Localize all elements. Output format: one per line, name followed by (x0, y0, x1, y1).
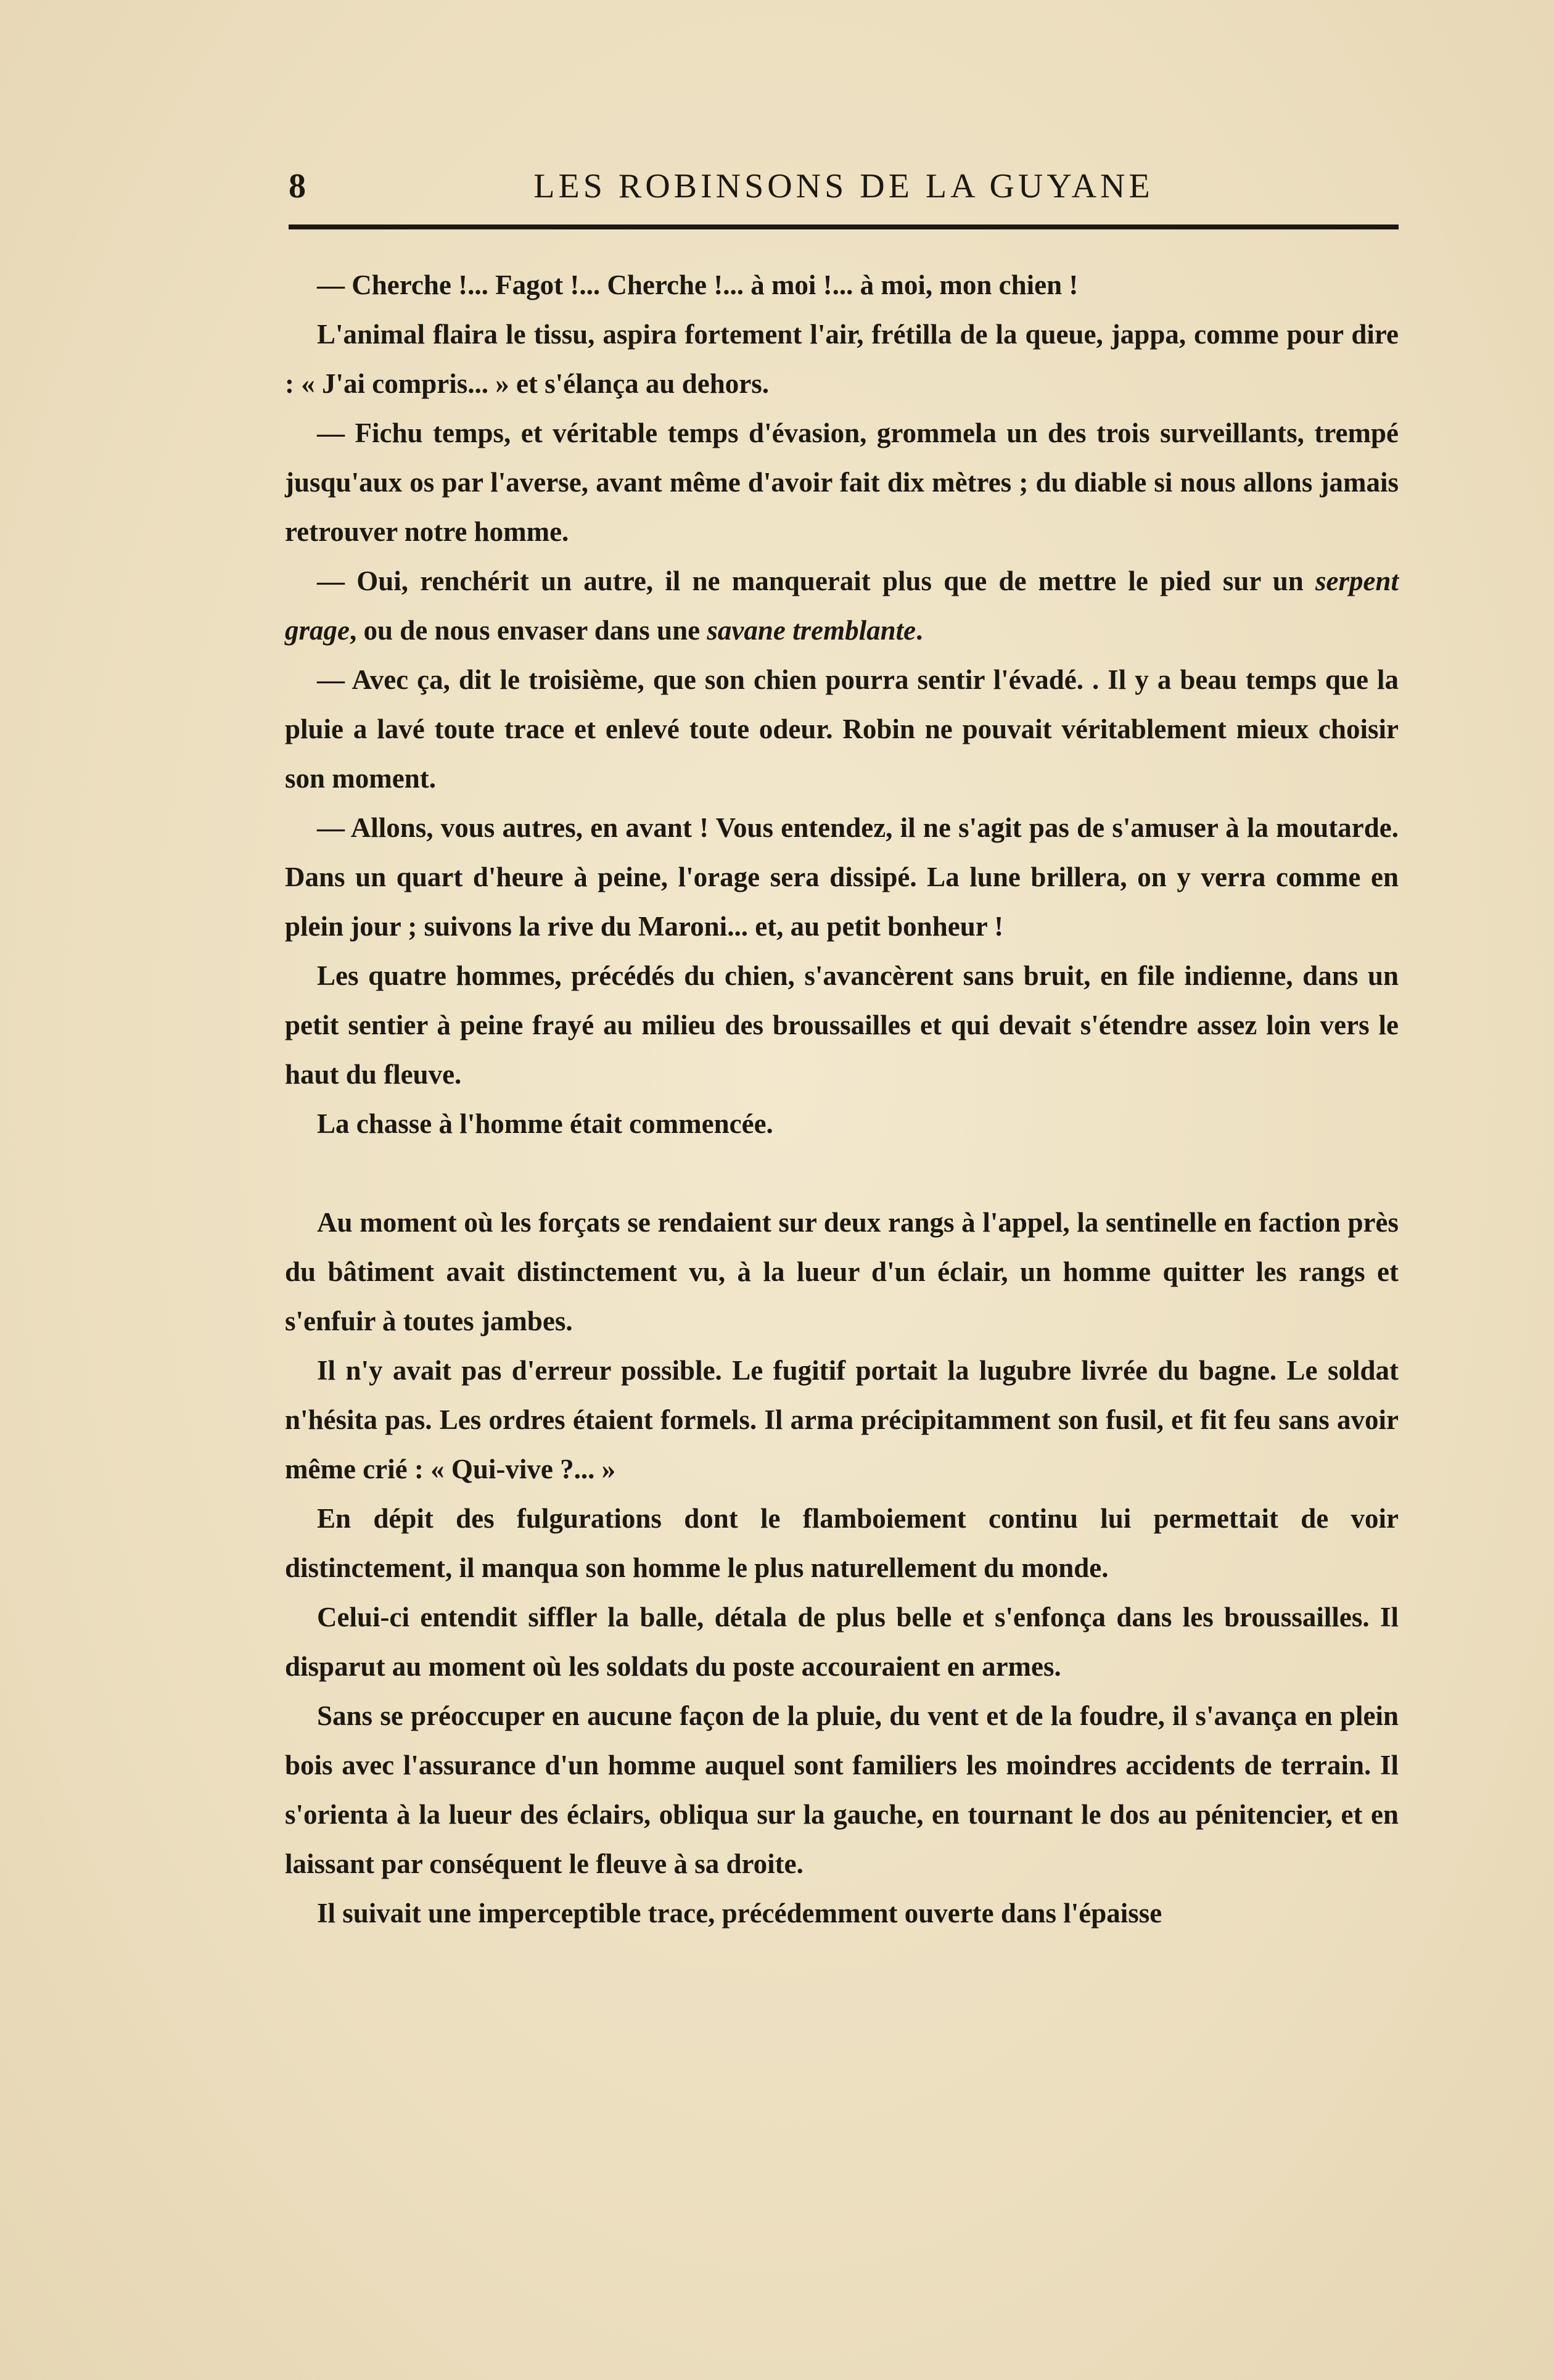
paragraph: Les quatre hommes, précédés du chien, s'avancèrent sans bruit, en file indienne, dans un petit sentier à peine frayé au milieu des broussailles et qui devait s'étendre assez loin vers le haut du fleuve. (285, 960, 1399, 1090)
paragraph: L'animal flaira le tissu, aspira fortement l'air, frétilla de la queue, jappa, comme pour dire : « J'ai compris... » et s'élança au dehors. (285, 319, 1399, 399)
paragraph: Il n'y avait pas d'erreur possible. Le fugitif portait la lugubre livrée du bagne. Le soldat n'hésita pas. Les ordres étaient formels. Il arma précipitamment son fusil, et fit feu sans avoir même crié : « Qui-vive ?... » (285, 1355, 1399, 1484)
paragraph: — Fichu temps, et véritable temps d'évasion, grommela un des trois surveillants, trempé jusqu'aux os par l'averse, avant même d'avoir fait dix mètres ; du diable si nous allons jamais retrouver notre homme. (285, 418, 1399, 547)
page-header (289, 162, 1399, 211)
header-rule (289, 224, 1399, 229)
section-break (285, 1148, 1399, 1198)
paragraph: Sans se préoccuper en aucune façon de la pluie, du vent et de la foudre, il s'avança en plein bois avec l'assurance d'un homme auquel sont familiers les moindres accidents de terrain. Il s'orienta à la lueur des éclairs, obliqua sur la gauche, en tournant le dos au pénitencier, et en laissant par conséquent le fleuve à sa droite. (285, 1700, 1399, 1879)
paragraph: Il suivait une imperceptible trace, précédemment ouverte dans l'épaisse (317, 1898, 1162, 1929)
paragraph: — Cherche !... Fagot !... Cherche !... à moi !... à moi, mon chien ! (317, 270, 1079, 300)
paragraph: — Avec ça, dit le troisième, que son chien pourra sentir l'évadé. . Il y a beau temps que la pluie a lavé toute trace et enlevé toute odeur. Robin ne pouvait véritablement mieux choisir son moment. (285, 664, 1399, 794)
running-title: LES ROBINSONS DE LA GUYANE (533, 167, 1154, 205)
italic-term: savane tremblante (707, 615, 916, 646)
text-run: . (916, 615, 923, 646)
paragraph (285, 556, 1399, 655)
body-text (285, 260, 1399, 1938)
page-number: 8 (289, 167, 306, 205)
text-run: , ou de nous envaser dans une (350, 615, 707, 646)
paragraph: En dépit des fulgurations dont le flamboiement continu lui permettait de voir distinctement, il manqua son homme le plus naturellement du monde. (285, 1503, 1399, 1583)
paragraph: — Allons, vous autres, en avant ! Vous entendez, il ne s'agit pas de s'amuser à la moutarde. Dans un quart d'heure à peine, l'orage sera dissipé. La lune brillera, on y verra comme en plein jour ; suivons la rive du Maroni... et, au petit bonheur ! (285, 812, 1399, 942)
italic-term: serpent grage (285, 566, 1399, 646)
paragraph: Celui-ci entendit siffler la balle, détala de plus belle et s'enfonça dans les broussailles. Il disparut au moment où les soldats du poste accouraient en armes. (285, 1602, 1399, 1682)
text-run: — Oui, renchérit un autre, il ne manquerait plus que de mettre le pied sur un (317, 566, 1315, 596)
paragraph: Au moment où les forçats se rendaient sur deux rangs à l'appel, la sentinelle en faction près du bâtiment avait distinctement vu, à la lueur d'un éclair, un homme quitter les rangs et s'enfuir à toutes jambes. (285, 1207, 1399, 1336)
paragraph: La chasse à l'homme était commencée. (317, 1108, 773, 1139)
